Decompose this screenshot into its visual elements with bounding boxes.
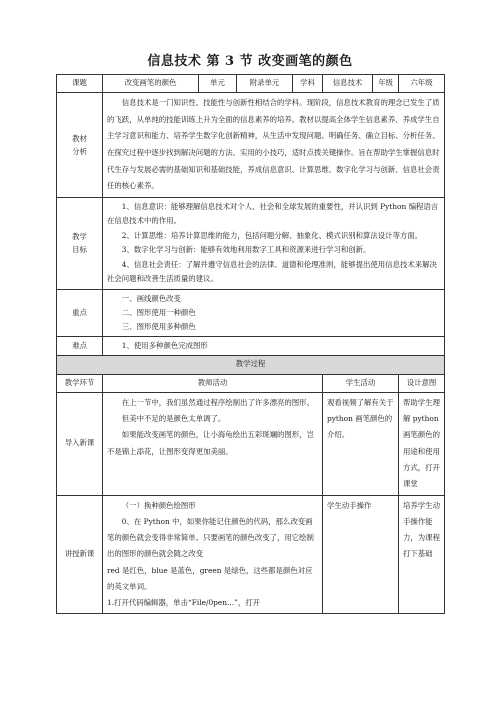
key-point-item: 二、图形使用一种颜色 xyxy=(121,307,196,317)
header-row xyxy=(57,75,445,93)
goals-row xyxy=(57,197,445,289)
grade-value: 六年级 xyxy=(399,75,445,93)
goal-item: 4、信息社会责任：了解并遵守信息社会的法律、道德和伦理准则，能够提出使用信息技术来解决社会问题和改善生活质量的建议。 xyxy=(107,259,437,284)
key-point-item: 三、图形使用多种颜色 xyxy=(121,321,196,331)
grade-label: 年级 xyxy=(373,75,399,93)
student-activity: 观看视频了解有关于 python 画笔颜色的介绍。 xyxy=(323,392,399,495)
column-stage: 教学环节 xyxy=(57,374,103,392)
goal-item: 1、信息意识：能够理解信息技术对个人、社会和全球发展的重要性，并认识到 Python 编程语言在信息技术中的作用。 xyxy=(107,201,439,226)
goal-item: 3、数字化学习与创新：能够有效地利用数字工具和资源来进行学习和创新。 xyxy=(121,245,371,255)
difficulty-label: 难点 xyxy=(57,336,103,355)
column-teacher: 教师活动 xyxy=(103,374,323,392)
goals-list xyxy=(103,197,445,289)
design-intent: 帮助学生理解 python 画笔颜色的用途和使用方式，打开课堂 xyxy=(399,392,445,495)
process-heading: 教学过程 xyxy=(57,355,445,374)
key-points-label: 重点 xyxy=(57,289,103,336)
design-intent: 培养学生动手操作能力，为课程打下基础 xyxy=(399,495,445,614)
stage-cell: 讲授新课 xyxy=(57,495,103,614)
stage-cell: 导入新课 xyxy=(57,392,103,495)
analysis-text: 信息技术是一门知识性、技能性与创新性相结合的学科。现阶段，信息技术教育的理念已发生了质的飞跃，从单纯的技能训练上升为全面的信息素养的培养。教材以提高全体学生信息素养、养成学生自主学习意识和能力、培养学生数字化创新精神，从生活中发现问题、明确任务、确立目标、分析任务、在探究过程中逐步找到解决问题的方法、实用的小技巧，适时点拨关键操作。旨在帮助学生掌握信息时代生存与发展必需的基础知识和基础技能，养成信息意识、计算思维、数字化学习与创新、信息社会责任的核心素养。 xyxy=(103,93,445,198)
process-heading-row xyxy=(57,355,445,374)
course-value: 信息技术 xyxy=(323,75,373,93)
table-row xyxy=(57,392,445,495)
key-points-row xyxy=(57,289,445,336)
unit-label: 单元 xyxy=(199,75,237,93)
goals-label: 教学 目标 xyxy=(57,197,103,289)
difficulty-item: 1、使用多种颜色完成图形 xyxy=(121,340,208,350)
analysis-label: 教材 分析 xyxy=(57,93,103,198)
teacher-activity: （一）换种颜色绘图形 0、在 Python 中，如果你能记住颜色的代码，那么改变画笔的颜色就会变得非常简单。只要画笔的颜色改变了，用它绘制出的图形的颜色就会随之改变 red 是红色，blue 是蓝色，green 是绿色，这些都是颜色对应的英文单词。 1.打开代码编辑器，单击“File/0pen...”，打开 xyxy=(103,495,323,614)
subject-label: 课题 xyxy=(57,75,103,93)
page-title: 信息技术 第 3 节 改变画笔的颜色 xyxy=(147,54,353,69)
course-label: 学科 xyxy=(293,75,323,93)
goal-item: 2、计算思维：培养计算思维的能力，包括问题分解、抽象化、模式识别和算法设计等方面。 xyxy=(121,230,423,240)
student-activity: 学生动手操作 xyxy=(323,495,399,614)
subject-value: 改变画笔的颜色 xyxy=(103,75,199,93)
key-point-item: 一、画线颜色改变 xyxy=(121,293,181,303)
table-row xyxy=(57,495,445,614)
key-points-list xyxy=(103,289,445,336)
column-intent: 设计意图 xyxy=(399,374,445,392)
difficulty-row xyxy=(57,336,445,355)
teacher-activity: 在上一节中，我们虽然通过程序绘制出了许多漂亮的图形。 但美中不足的是颜色太单调了。 如果能改变画笔的颜色，让小海龟绘出五彩斑斓的图形，岂不是锦上添花，让图形变得更加美丽。 xyxy=(103,392,323,495)
unit-value: 附录单元 xyxy=(237,75,293,93)
analysis-row xyxy=(57,93,445,198)
process-columns-row xyxy=(57,374,445,392)
column-student: 学生活动 xyxy=(323,374,399,392)
difficulty-list xyxy=(103,336,445,355)
lesson-plan-table xyxy=(56,74,445,614)
